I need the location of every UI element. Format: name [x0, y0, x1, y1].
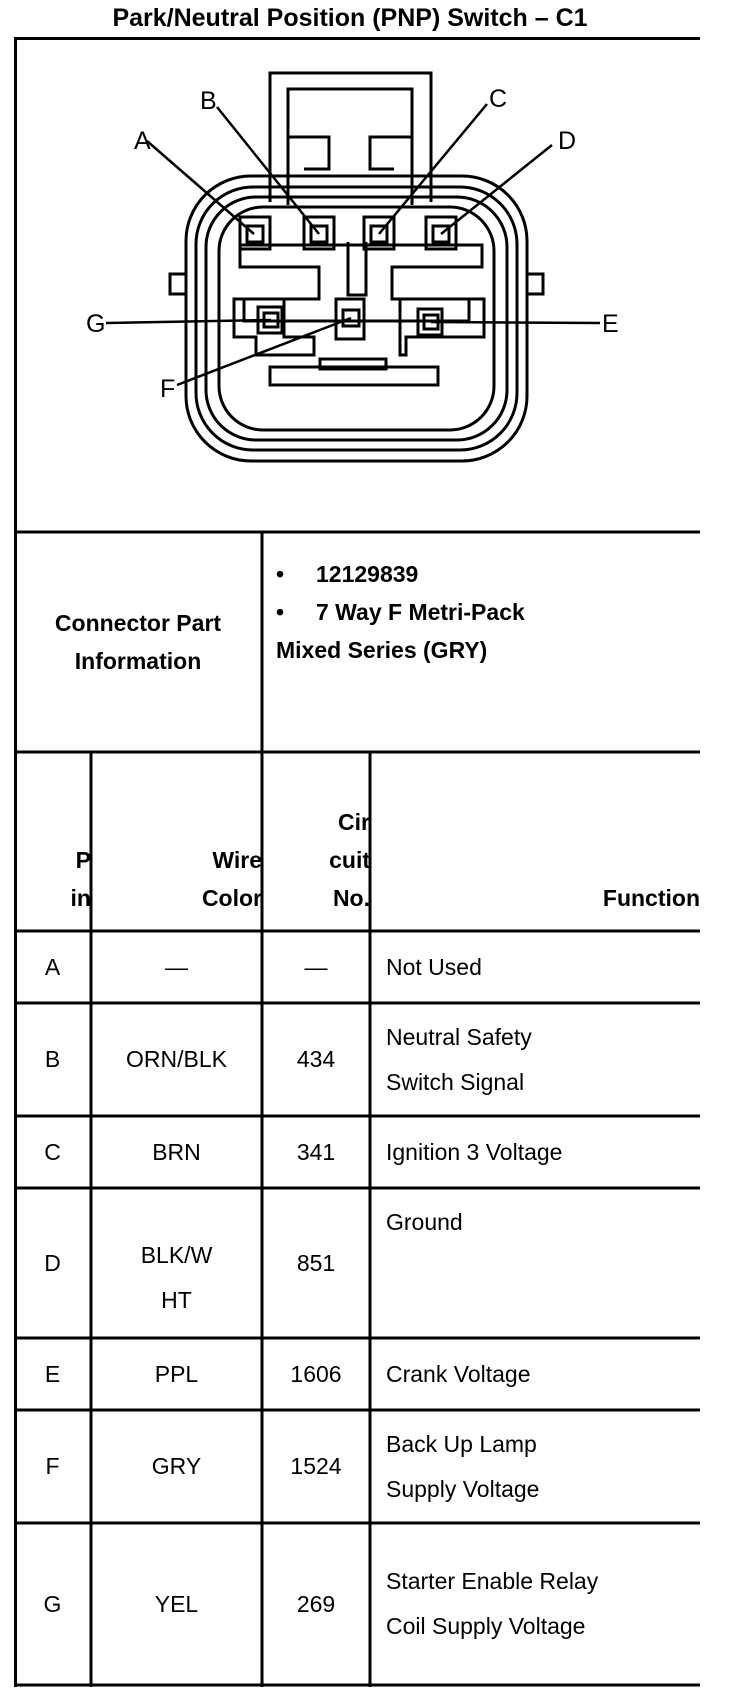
table-row-f-pin: F — [45, 1453, 60, 1479]
callout-label-a: A — [134, 127, 151, 155]
header-wire-line2: Color — [201, 885, 262, 911]
table-row-f-function — [370, 1410, 700, 1523]
table-row-b-pin: B — [44, 1046, 61, 1072]
connector-info-label-line1: Connector Part — [54, 610, 222, 636]
callout-label-e: E — [602, 310, 619, 338]
table-row-g-function-line2: Coil Supply Voltage — [386, 1613, 586, 1639]
table-row-c-circuit: 341 — [296, 1138, 336, 1165]
part-number-line — [276, 555, 696, 593]
page-title: Park/Neutral Position (PNP) Switch – C1 — [112, 4, 588, 32]
table-row-d-wire — [91, 1188, 262, 1338]
table-row-g-circuit: 269 — [296, 1590, 336, 1617]
connector-type-line — [276, 593, 696, 631]
table-row-a-function: Not Used — [386, 953, 482, 980]
table-row-c-wire: BRN — [152, 1138, 201, 1165]
table-row-b-wire: ORN/BLK — [126, 1046, 227, 1072]
header-wire-color — [91, 752, 262, 931]
table-row-e-pin: E — [44, 1360, 61, 1387]
header-circuit-line1: Cir — [338, 809, 370, 835]
table-row-f-function-line1: Back Up Lamp — [386, 1430, 537, 1457]
callout-label-c: C — [489, 85, 508, 113]
table-row-c-function: Ignition 3 Voltage — [386, 1138, 563, 1165]
table-row-g-wire: YEL — [154, 1590, 199, 1617]
table-row-c-pin: C — [44, 1138, 61, 1165]
table-row-d-wire-line2: HT — [161, 1287, 192, 1313]
part-number: 12129839 — [316, 561, 419, 587]
header-pin-line1: P — [75, 847, 91, 873]
bullet-icon: • — [276, 599, 285, 625]
table-row-g-pin: G — [43, 1590, 62, 1617]
header-circuit-line2: cuit — [329, 847, 370, 873]
connector-type: 7 Way F Metri-Pack — [316, 599, 525, 625]
table-row-f-wire: GRY — [151, 1453, 202, 1479]
table-row-e-function: Crank Voltage — [386, 1360, 531, 1387]
callout-label-d: D — [558, 127, 577, 155]
connector-info-label — [14, 532, 262, 752]
callout-label-b: B — [200, 87, 217, 115]
callout-label-f: F — [160, 375, 176, 403]
header-function-text: Function — [602, 885, 700, 911]
header-pin-line2: in — [70, 885, 91, 911]
table-row-f-function-line2: Supply Voltage — [386, 1475, 540, 1502]
table-row-d-function: Ground — [386, 1209, 463, 1235]
connector-sheet — [14, 37, 700, 1687]
table-row-f-circuit: 1524 — [290, 1453, 342, 1479]
table-row-b-function-line2: Switch Signal — [386, 1068, 525, 1095]
table-row-b-function-line1: Neutral Safety — [386, 1023, 532, 1050]
table-row-e-circuit: 1606 — [290, 1360, 342, 1387]
table-row-b-function — [370, 1003, 700, 1116]
table-row-g-function — [370, 1523, 700, 1685]
connector-series: Mixed Series (GRY) — [276, 637, 488, 663]
connector-info-value — [276, 555, 696, 669]
header-function — [370, 752, 700, 931]
header-circuit-no — [262, 752, 370, 931]
table-row-a-pin: A — [44, 953, 61, 980]
header-circuit-line3: No. — [332, 885, 370, 911]
table-row-a-wire: — — [165, 953, 188, 980]
table-row-d-wire-line1: BLK/W — [140, 1242, 213, 1268]
header-wire-line1: Wire — [212, 847, 262, 873]
table-row-d-circuit: 851 — [296, 1249, 336, 1276]
header-pin — [14, 752, 91, 931]
callout-label-g: G — [86, 310, 106, 338]
table-row-a-circuit: — — [304, 953, 328, 980]
connector-info-label-line2: Information — [74, 648, 202, 674]
table-row-b-circuit: 434 — [296, 1046, 336, 1072]
connector-face-diagram — [14, 37, 700, 532]
bullet-icon: • — [276, 561, 285, 587]
table-row-e-wire: PPL — [154, 1360, 199, 1387]
table-row-g-function-line1: Starter Enable Relay — [386, 1568, 599, 1594]
table-row-d-pin: D — [44, 1249, 61, 1276]
